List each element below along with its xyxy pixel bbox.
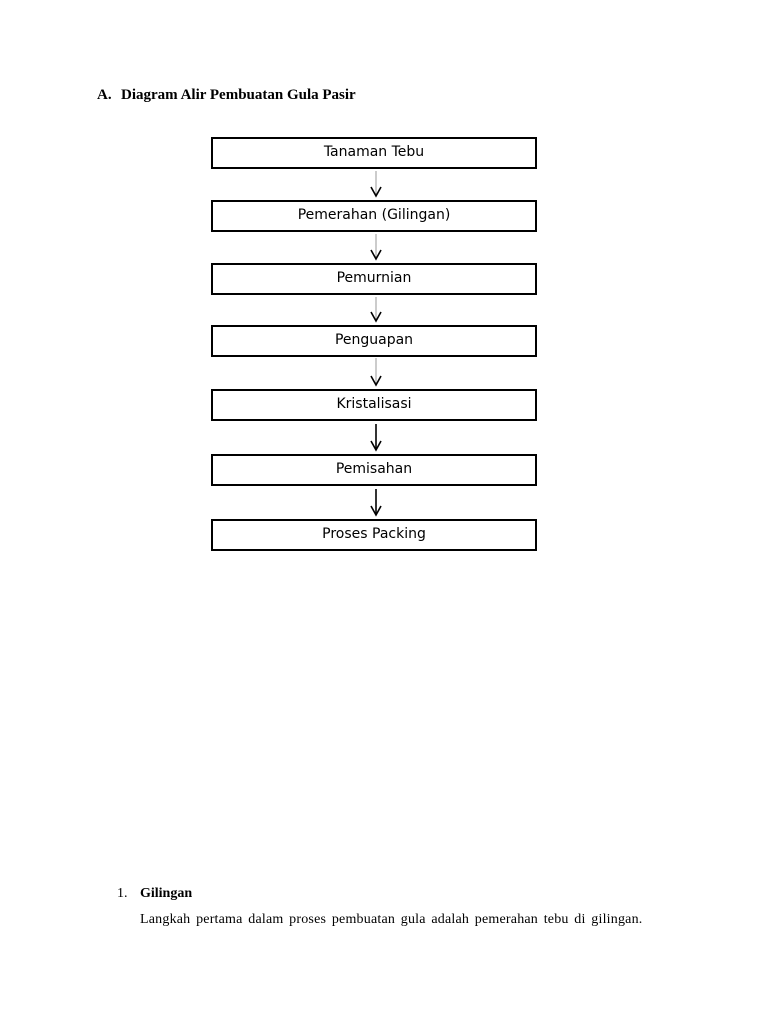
list-title: Gilingan (140, 886, 193, 901)
connector-6 (371, 489, 381, 515)
flow-step-label: Pemurnian (336, 270, 412, 286)
connector-2 (371, 234, 381, 259)
flow-step-pemerahan (211, 200, 537, 232)
list-description: Langkah pertama dalam proses pembuatan gula adalah pemerahan tebu di gilingan. (140, 912, 643, 927)
flow-step-label: Pemisahan (335, 461, 413, 477)
connector-3 (371, 297, 381, 321)
flow-step-pemisahan (211, 454, 537, 486)
flow-step-tanaman-tebu (211, 137, 537, 169)
flow-step-label: Proses Packing (322, 526, 426, 542)
list-number: 1. (117, 886, 128, 901)
connector-5 (371, 424, 381, 450)
connector-1 (371, 171, 381, 196)
flow-step-kristalisasi (211, 389, 537, 421)
flow-step-proses-packing (211, 519, 537, 551)
connector-4 (371, 358, 381, 385)
flow-step-penguapan (211, 325, 537, 357)
flow-step-label: Pemerahan (Gilingan) (297, 207, 451, 223)
section-title: Diagram Alir Pembuatan Gula Pasir (121, 87, 356, 103)
section-marker: A. (97, 87, 112, 103)
flow-step-pemurnian (211, 263, 537, 295)
flow-step-label: Kristalisasi (336, 396, 412, 412)
flow-step-label: Tanaman Tebu (323, 144, 425, 160)
flow-step-label: Penguapan (334, 332, 414, 348)
